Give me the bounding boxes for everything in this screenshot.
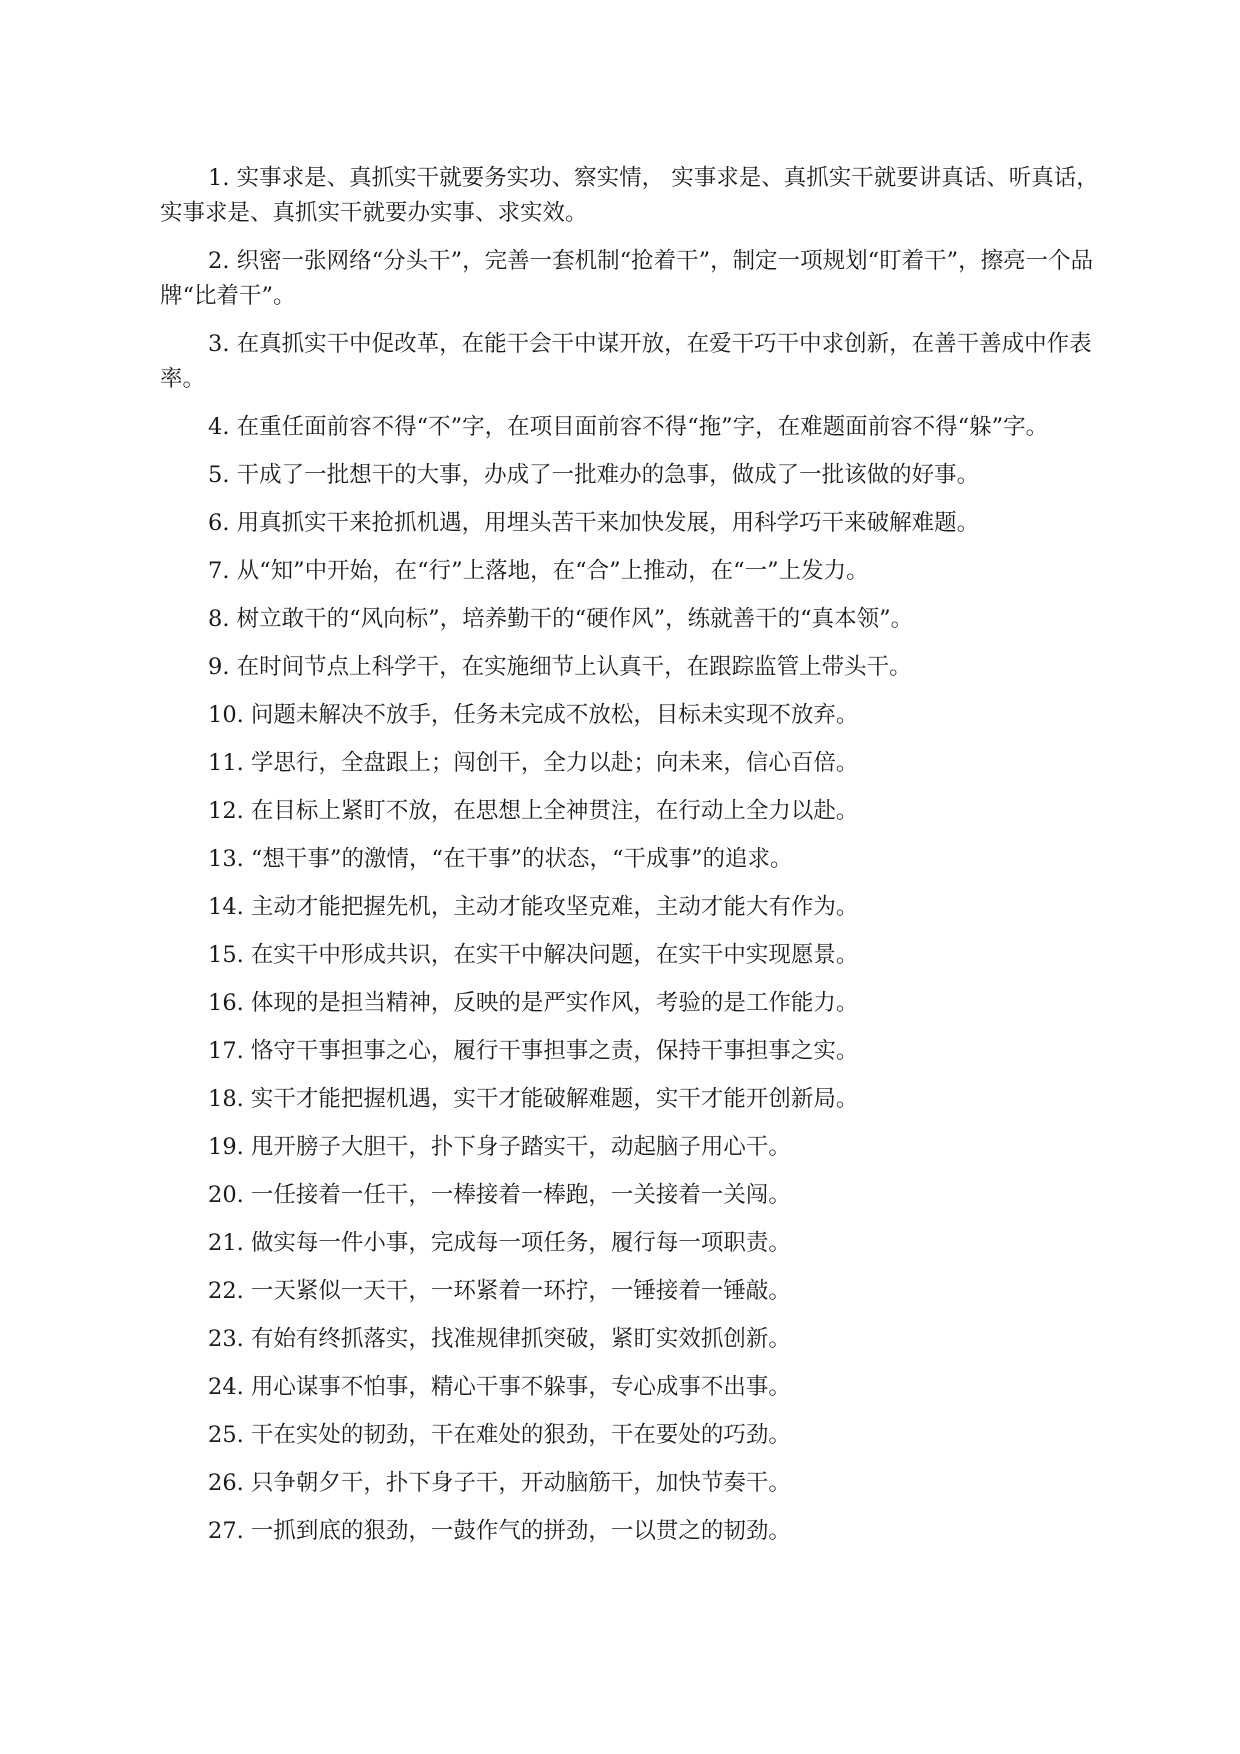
list-item-5: 5. 干成了一批想干的大事，办成了一批难办的急事，做成了一批该做的好事。 xyxy=(208,462,980,488)
list-item-2: 2. 织密一张网络“分头干”，完善一套机制“抢着干”，制定一项规划“盯着干”，擦亮一个品牌“比着干”。 xyxy=(160,248,1094,309)
list-item-15: 15. 在实干中形成共识，在实干中解决问题，在实干中实现愿景。 xyxy=(208,942,859,968)
list-item-27: 27. 一抓到底的狠劲，一鼓作气的拼劲，一以贯之的韧劲。 xyxy=(208,1518,791,1544)
list-item-22: 22. 一天紧似一天干，一环紧着一环拧，一锤接着一锤敲。 xyxy=(208,1278,791,1304)
list-item-3: 3. 在真抓实干中促改革，在能干会干中谋开放，在爱干巧干中求创新，在善干善成中作表率。 xyxy=(160,331,1092,392)
list-item-10: 10. 问题未解决不放手，任务未完成不放松，目标未实现不放弃。 xyxy=(208,702,859,728)
list-item-17: 17. 恪守干事担事之心，履行干事担事之责，保持干事担事之实。 xyxy=(208,1038,859,1064)
list-item-12: 12. 在目标上紧盯不放，在思想上全神贯注，在行动上全力以赴。 xyxy=(208,798,859,824)
list-item-11: 11. 学思行，全盘跟上；闯创干，全力以赴；向未来，信心百倍。 xyxy=(208,750,859,776)
list-item-23: 23. 有始有终抓落实，找准规律抓突破，紧盯实效抓创新。 xyxy=(208,1326,791,1352)
list-item-25: 25. 干在实处的韧劲，干在难处的狠劲，干在要处的巧劲。 xyxy=(208,1422,791,1448)
document-body xyxy=(160,161,1120,1562)
list-item-13: 13. “想干事”的激情，“在干事”的状态，“干成事”的追求。 xyxy=(208,846,793,872)
list-item-7: 7. 从“知”中开始，在“行”上落地，在“合”上推动，在“一”上发力。 xyxy=(208,558,869,584)
list-item-26: 26. 只争朝夕干，扑下身子干，开动脑筋干，加快节奏干。 xyxy=(208,1470,791,1496)
list-item-18: 18. 实干才能把握机遇，实干才能破解难题，实干才能开创新局。 xyxy=(208,1086,859,1112)
list-item-16: 16. 体现的是担当精神，反映的是严实作风，考验的是工作能力。 xyxy=(208,990,859,1016)
list-item-14: 14. 主动才能把握先机，主动才能攻坚克难，主动才能大有作为。 xyxy=(208,894,859,920)
list-item-24: 24. 用心谋事不怕事，精心干事不躲事，专心成事不出事。 xyxy=(208,1374,791,1400)
list-item-6: 6. 用真抓实干来抢抓机遇，用埋头苦干来加快发展，用科学巧干来破解难题。 xyxy=(208,510,980,536)
list-item-19: 19. 甩开膀子大胆干，扑下身子踏实干，动起脑子用心干。 xyxy=(208,1134,791,1160)
list-item-20: 20. 一任接着一任干，一棒接着一棒跑，一关接着一关闯。 xyxy=(208,1182,791,1208)
list-item-8: 8. 树立敢干的“风向标”，培养勤干的“硬作风”，练就善干的“真本领”。 xyxy=(208,606,914,632)
list-item-9: 9. 在时间节点上科学干，在实施细节上认真干，在跟踪监管上带头干。 xyxy=(208,654,912,680)
list-item-21: 21. 做实每一件小事，完成每一项任务，履行每一项职责。 xyxy=(208,1230,791,1256)
list-item-1: 1. 实事求是、真抓实干就要务实功、察实情， 实事求是、真抓实干就要讲真话、听真话，实事求是、真抓实干就要办实事、求实效。 xyxy=(160,165,1099,226)
list-item-4: 4. 在重任面前容不得“不”字，在项目面前容不得“拖”字，在难题面前容不得“躲”字。 xyxy=(208,414,1049,440)
